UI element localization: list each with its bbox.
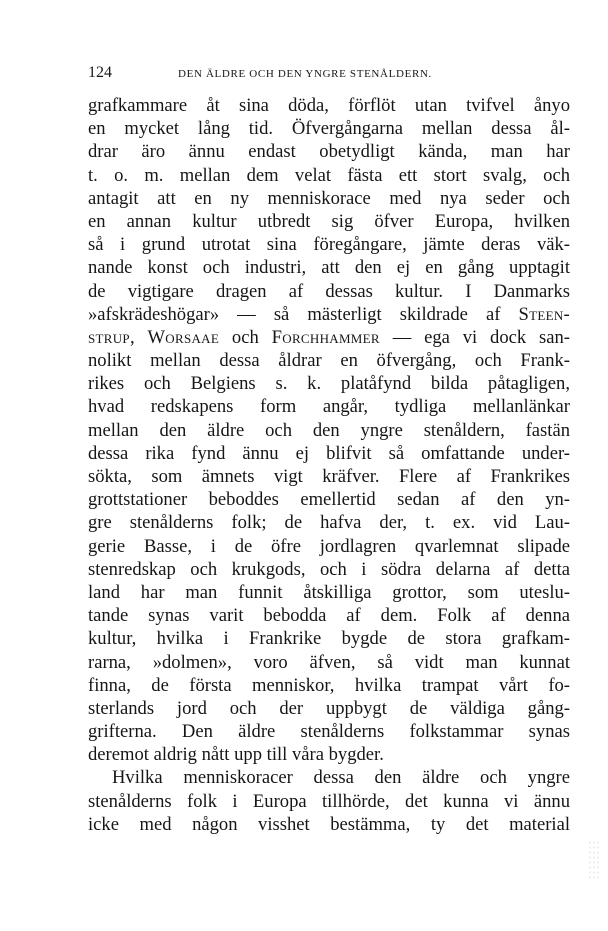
text-line: sterlands jord och der uppbygt de väldiga gång-: [88, 697, 570, 719]
text-line: dessa rika fynd ännu ej blifvit så omfattande under-: [88, 442, 570, 464]
text-line: en annan kultur utbredt sig öfver Europa, hvilken: [88, 210, 570, 232]
author-name-forchhammer: Forchhammer: [271, 326, 380, 348]
text-line: gerie Basse, i de öfre jordlagren qvarlemnat slipade: [88, 535, 570, 557]
text-line: nolikt mellan dessa åldrar en öfvergång, och Frank-: [88, 350, 570, 372]
paper-speckle-decoration: [588, 840, 600, 880]
text-line: antagit att en ny menniskorace med nya seder och: [88, 187, 570, 209]
text-segment: »afskrädeshögar» — så mästerligt skildrade af: [88, 303, 519, 325]
text-line: gre stenålderns folk; de hafva der, t. ex. vid Lau-: [88, 512, 570, 534]
text-line: sökta, som ämnets vigt kräfver. Flere af Frankrikes: [88, 466, 570, 487]
text-line: [88, 303, 570, 326]
body-text: [88, 94, 570, 836]
text-line: grottstationer beboddes emellertid sedan af den yn-: [88, 489, 570, 511]
text-line: nande konst och industri, att den ej en gång upptagit: [88, 257, 570, 279]
text-line: rarna, »dolmen», voro äfven, så vidt man kunnat: [88, 651, 570, 673]
page-header: [88, 61, 568, 85]
text-line: land har man funnit åtskilliga grottor, som uteslu-: [88, 581, 570, 603]
page-number: 124: [88, 64, 112, 81]
text-line: kultur, hvilka i Frankrike bygde de stora grafkam-: [88, 628, 570, 650]
text-line: så i grund utrotat sina föregångare, jämte deras väk-: [88, 234, 570, 256]
paragraph-start-line: Hvilka menniskoracer dessa den äldre och yngre: [112, 767, 570, 789]
text-line: finna, de första menniskor, hvilka trampat vårt fo-: [88, 674, 570, 696]
text-line: de vigtigare dragen af dessas kultur. I Danmarks: [88, 280, 570, 302]
author-name-steenstrup: Steen-: [518, 303, 570, 325]
text-line: stenredskap och krukgods, och i södra delarna af detta: [88, 558, 570, 580]
text-line: grifterna. Den äldre stenålderns folkstammar synas: [88, 721, 570, 743]
author-name-worsaae: Worsaae: [147, 326, 220, 348]
text-line: drar äro ännu endast obetydligt kända, man har: [88, 141, 570, 163]
text-line: hvad redskapens form angår, tydliga mellanlänkar: [88, 396, 570, 418]
text-segment: och: [219, 326, 272, 348]
text-line: [88, 326, 570, 349]
text-line: icke med någon visshet bestämma, ty det material: [88, 813, 570, 835]
paragraph-end-line: deremot aldrig nått upp till våra bygder.: [88, 744, 384, 766]
running-head: DEN ÄLDRE OCH DEN YNGRE STENÅLDERN.: [178, 68, 432, 80]
author-name-steenstrup-cont: strup: [88, 326, 130, 348]
text-line: t. o. m. mellan dem velat fästa ett stort svalg, och: [88, 164, 570, 186]
text-segment: — ega vi dock san-: [379, 326, 570, 348]
text-line: grafkammare åt sina döda, förflöt utan tvifvel ånyo: [88, 95, 570, 116]
text-segment: ,: [129, 326, 148, 348]
text-line: mellan den äldre och den yngre stenåldern, fastän: [88, 419, 570, 441]
text-line: tande synas varit bebodda af dem. Folk af denna: [88, 605, 570, 627]
text-line: rikes och Belgiens s. k. platåfynd bilda påtagligen,: [88, 373, 570, 395]
text-line: stenålderns folk i Europa tillhörde, det kunna vi ännu: [88, 790, 570, 812]
text-line: en mycket lång tid. Öfvergångarna mellan dessa ål-: [88, 118, 570, 140]
